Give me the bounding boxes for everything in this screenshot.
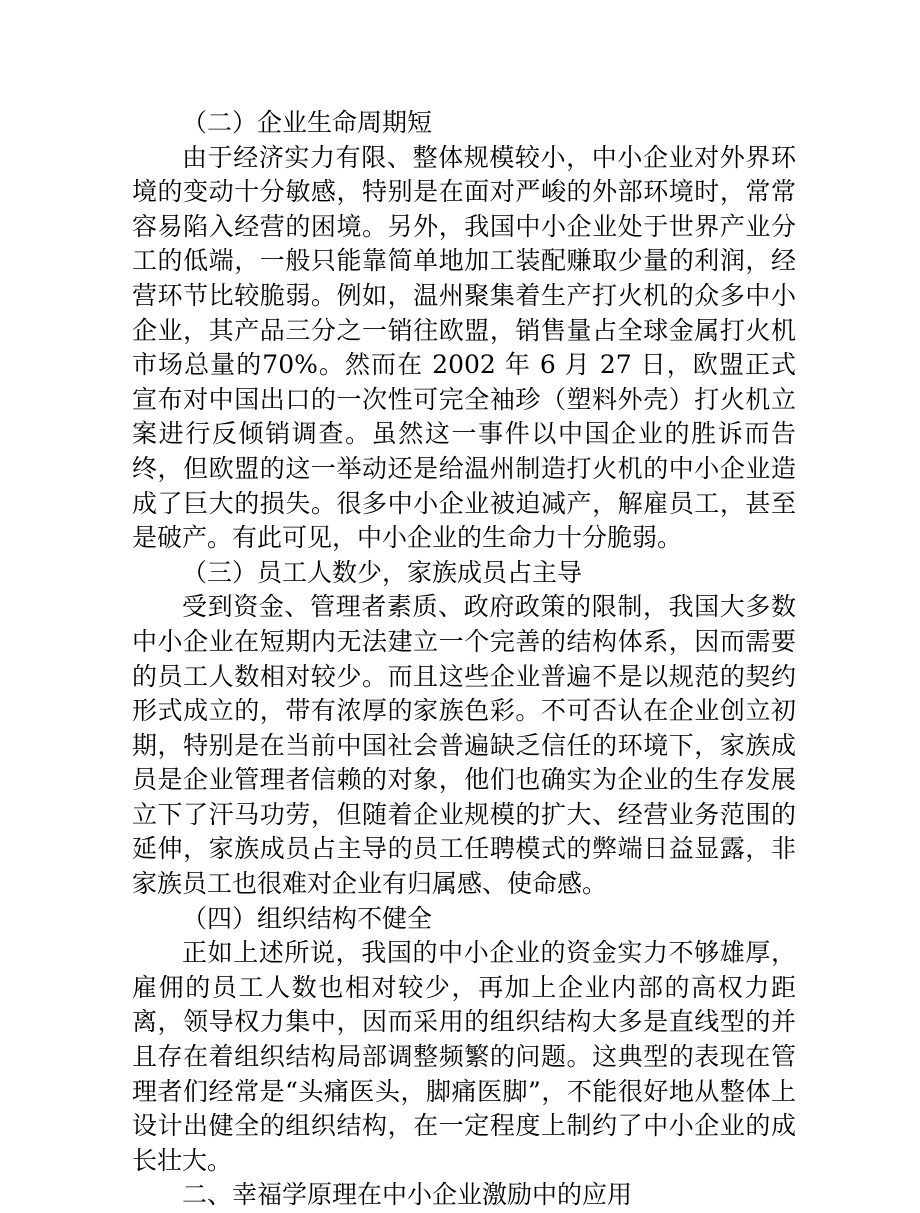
section-heading-staff-family: （三）员工人数少，家族成员占主导 <box>182 557 583 587</box>
paragraph-staff-family: 受到资金、管理者素质、政府政策的限制，我国大多数中小企业在短期内无法建立一个完善的结构体系，因而需要的员工人数相对较少。而且这些企业普遍不是以规范的契约形式成立的，带有浓厚的家族色彩。不可否认在企业创立初期，特别是在当前中国社会普遍缺乏信任的环境下，家族成员是企业管理者信赖的对象，他们也确实为企业的生存发展立下了汗马功劳，但随着企业规模的扩大、经营业务范围的延伸，家族成员占主导的员工任聘模式的弊端日益显露，非家族员工也很难对企业有归属感、使命感。 <box>132 592 796 899</box>
paragraph-org-structure: 正如上述所说，我国的中小企业的资金实力不够雄厚，雇佣的员工人数也相对较少，再加上企业内部的高权力距离，领导权力集中，因而采用的组织结构大多是直线型的并且存在着组织结构局部调整频繁的问题。这典型的表现在管理者们经常是“头痛医头，脚痛医脚”，不能很好地从整体上设计出健全的组织结构，在一定程度上制约了中小企业的成长壮大。 <box>132 938 796 1175</box>
section-heading-enterprise-lifecycle: （二）企业生命周期短 <box>182 108 433 137</box>
document-page <box>132 106 796 1213</box>
section-heading-org-structure: （四）组织结构不健全 <box>182 903 433 933</box>
paragraph-lifecycle: 由于经济实力有限、整体规模较小，中小企业对外界环境的变动十分敏感，特别是在面对严峻的外部环境时，常常容易陷入经营的困境。另外，我国中小企业处于世界产业分工的低端，一般只能靠简单地加工装配赚取少量的利润，经营环节比较脆弱。例如，温州聚集着生产打火机的众多中小企业，其产品三分之一销往欧盟，销售量占全球金属打火机市场总量的70%。然而在 2002 年 6 月 27 日，欧盟正式宣布对中国出口的一次性可完全袖珍（塑料外壳）打火机立案进行反倾销调查。虽然这一事件以中国企业的胜诉而告终，但欧盟的这一举动还是给温州制造打火机的中小企业造成了巨大的损失。很多中小企业被迫减产，解雇员工，甚至是破产。有此可见，中小企业的生命力十分脆弱。 <box>132 142 796 553</box>
chapter-heading-happiness-application: 二、幸福学原理在中小企业激励中的应用 <box>182 1180 633 1210</box>
